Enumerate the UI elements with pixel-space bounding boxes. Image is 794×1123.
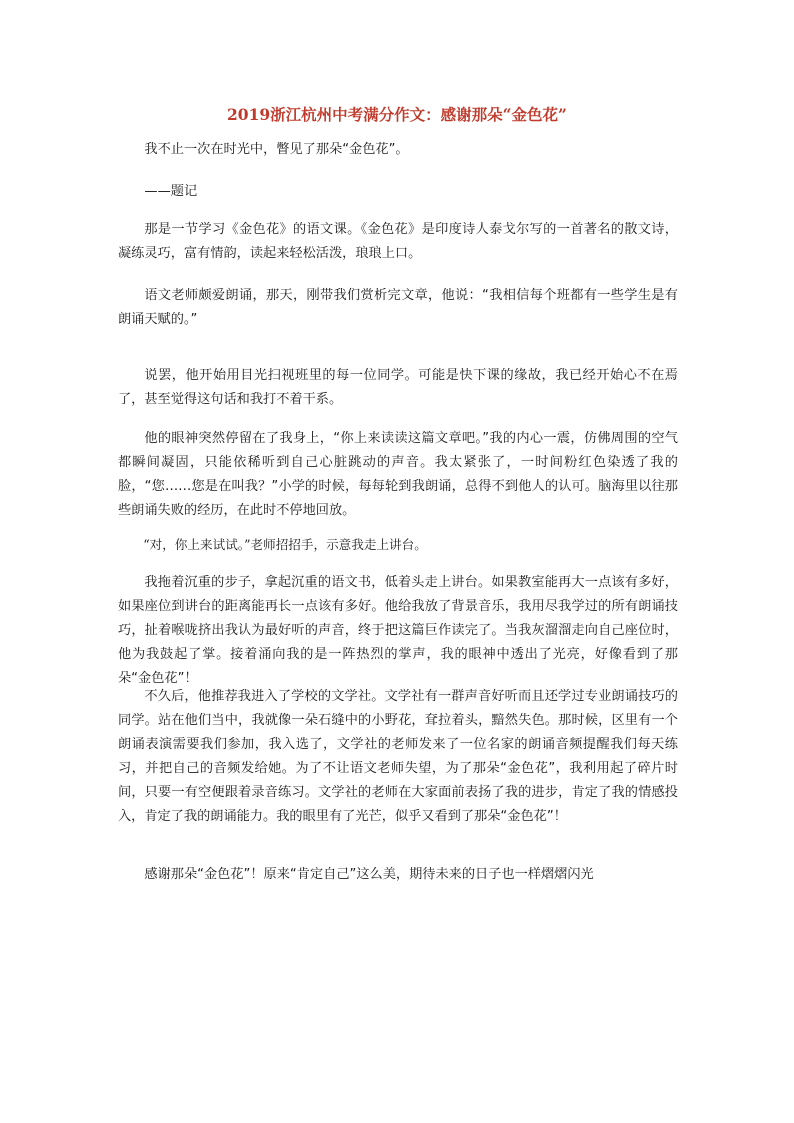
document-title: 2019浙江杭州中考满分作文：感谢那朵“金色花” [227, 105, 567, 124]
body-paragraph: 说罢，他开始用目光扫视班里的每一位同学。可能是快下课的缘故，我已经开始心不在焉了，甚至觉得这句话和我打不着干系。 [118, 368, 678, 407]
body-paragraph: 不久后，他推荐我进入了学校的文学社。文学社有一群声音好听而且还学过专业朗诵技巧的同学。站在他们当中，我就像一朵石缝中的小野花，耷拉着头，黯然失色。那时候，区里有一个朗诵表演需要我们参加，我入选了，文学社的老师发来了一位名家的朗诵音频提醒我们每天练习，并把自己的音频发给她。为了不让语文老师失望，为了那朵“金色花”，我利用起了碎片时间，只要一有空便跟着录音练习。文学社的老师在大家面前表扬了我的进步，肯定了我的情感投入，肯定了我的朗诵能力。我的眼里有了光芒，似乎又看到了那朵“金色花”！ [118, 689, 678, 824]
body-paragraph: 我拖着沉重的步子，拿起沉重的语文书，低着头走上讲台。如果教室能再大一点该有多好，如果座位到讲台的距离能再长一点该有多好。他给我放了背景音乐，我用尽我学过的所有朗诵技巧，扯着喉咙挤出我认为最好听的声音，终于把这篇巨作读完了。当我灰溜溜走向自己座位时，他为我鼓起了掌。接着涌向我的是一阵热烈的掌声，我的眼神中透出了光亮，好像看到了那朵“金色花”！ [118, 575, 678, 686]
body-paragraph: 他的眼神突然停留在了我身上，“你上来读读这篇文章吧。”我的内心一震，仿佛周围的空气都瞬间凝固，只能依稀听到自己心脏跳动的声音。我太紧张了，一时间粉红色染透了我的脸，“您……您是在叫我？”小学的时候，每每轮到我朗诵，总得不到他人的认可。脑海里以往那些朗诵失败的经历，在此时不停地回放。 [118, 431, 678, 518]
closing-paragraph: 感谢那朵“金色花”！原来“肯定自己”这么美，期待未来的日子也一样熠熠闪光 [144, 867, 594, 882]
body-paragraph: 那是一节学习《金色花》的语文课。《金色花》是印度诗人泰戈尔写的一首著名的散文诗，凝练灵巧，富有情韵，读起来轻松活泼，琅琅上口。 [118, 222, 678, 261]
body-paragraph: 语文老师颇爱朗诵，那天，刚带我们赏析完文章，他说：“我相信每个班都有一些学生是有朗诵天赋的。” [118, 288, 678, 327]
body-paragraph: “对，你上来试试。”老师招招手，示意我走上讲台。 [143, 537, 427, 552]
epigraph-line: 我不止一次在时光中，瞥见了那朵“金色花”。 [144, 142, 409, 157]
epigraph-attribution: ——题记 [144, 184, 198, 199]
